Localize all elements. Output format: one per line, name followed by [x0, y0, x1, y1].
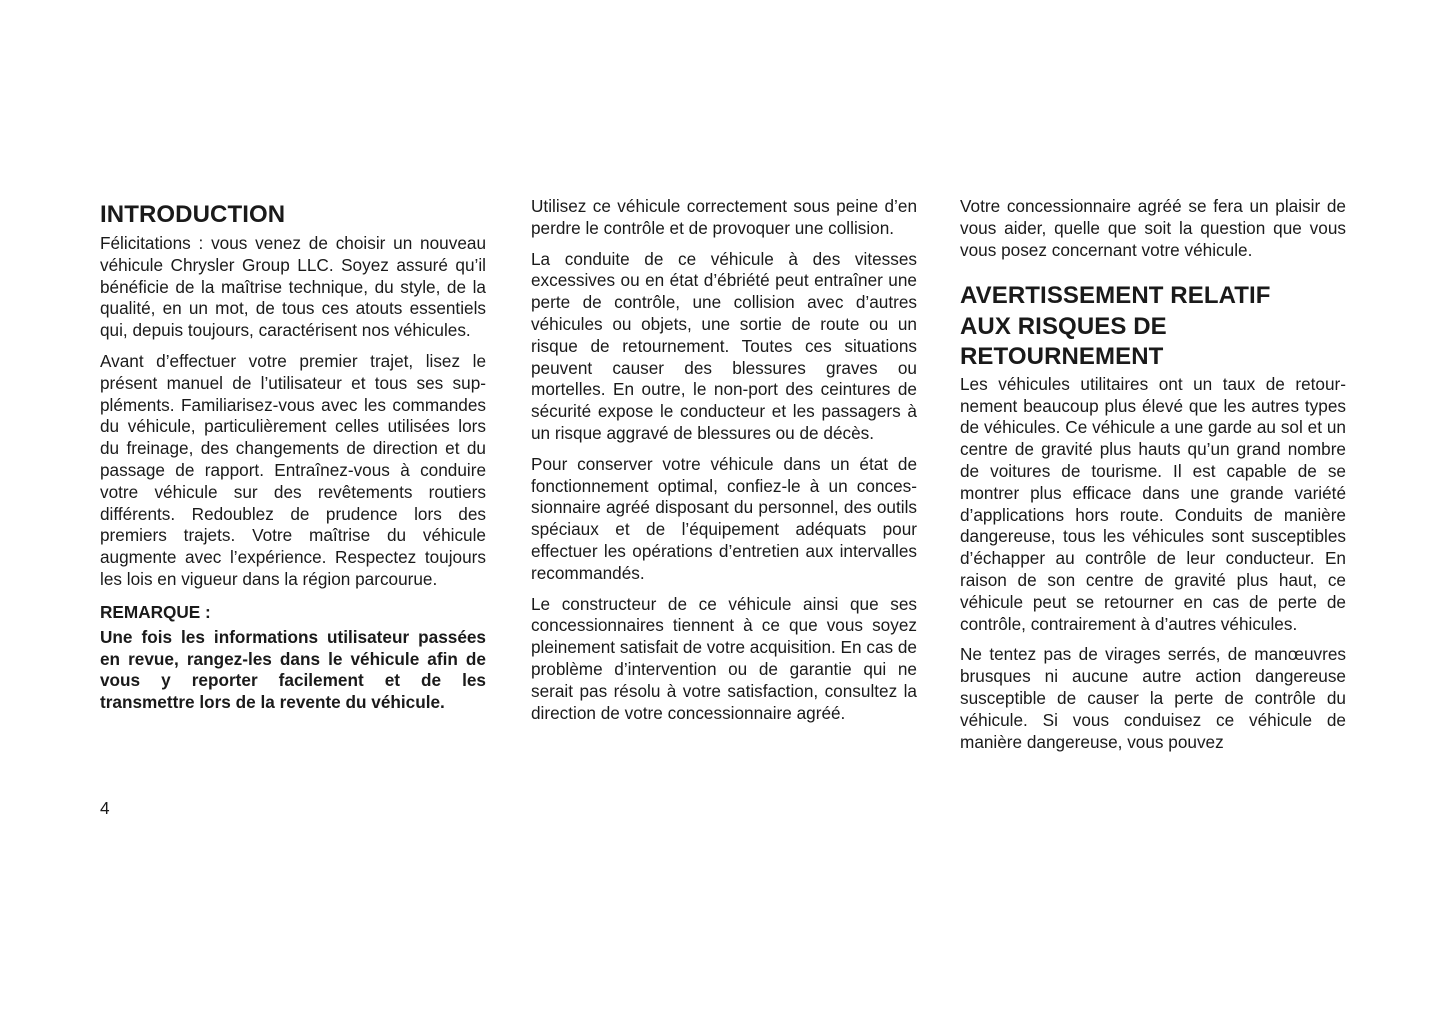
- heading-line: RETOURNEMENT: [960, 343, 1164, 371]
- page-number: 4: [100, 798, 110, 818]
- intro-paragraph-congratulations: Félicitations : vous venez de choisir un nouveau véhicule Chrysler Group LLC. Soyez assuré qu’il bénéficie de la maîtrise technique, du style, de la qualité, en un mot, de tous ces atouts essentiels qui, depuis toujours, caractérisent nos véhicules.: [100, 233, 486, 341]
- paragraph-excessive-speed: La conduite de ce véhicule à des vitesses excessives ou en état d’ébriété peut entraîner une perte de contrôle, une collision avec d’autres véhicules ou objets, une sortie de route ou un risque de retournement. Toutes ces situations peuvent causer des blessures graves ou mortelles. En outre, le non-port des ceintures de sécurité expose le conducteur et les passagers à un risque aggravé de blessures ou de décès.: [531, 248, 917, 443]
- column-rollover: [960, 196, 1346, 762]
- heading-line: AVERTISSEMENT RELATIF: [960, 282, 1271, 310]
- heading-line: AUX RISQUES DE: [960, 312, 1167, 340]
- note-text: Une fois les informations utilisateur passées en revue, rangez-les dans le véhicule afin de vous y reporter facilement et de les transmettre lors de la revente du véhicule.: [100, 626, 486, 713]
- paragraph-sharp-turns: Ne tentez pas de virages serrés, de manœuvres brusques ni aucune autre action dangereuse susceptible de causer la perte de contrôle du véhicule. Si vous conduisez ce véhicule de manière dangereuse, vous pouvez: [960, 644, 1346, 752]
- note-label: REMARQUE :: [100, 601, 211, 622]
- paragraph-maintenance: Pour conserver votre véhicule dans un état de fonctionnement optimal, confiez-le à un concessionnaire agréé disposant du personnel, des outils spéciaux et de l’équipement adéquats pour effectuer les opérations d’entretien aux intervalles recommandés.: [531, 453, 917, 583]
- paragraph-use-correctly: Utilisez ce véhicule correctement sous peine d’en perdre le contrôle et de provoquer une collision.: [531, 196, 917, 238]
- paragraph-utility-vehicles: Les véhicules utilitaires ont un taux de retournement beaucoup plus élevé que les autres types de véhicules. Ce véhicule a une garde au sol et un centre de gravité plus hauts qu’un grand nombre de voitures de tourisme. Il est capable de se montrer plus efficace dans une grande variété d’applications hors route. Conduits de manière dangereuse, tous les véhicules sont susceptibles d’échapper au contrôle de leur conducteur. En raison de son centre de gravité plus haut, ce véhicule peut se retourner en cas de perte de contrôle, contrairement à d’autres véhicules.: [960, 373, 1346, 634]
- paragraph-satisfaction: Le constructeur de ce véhicule ainsi que ses concessionnaires tiennent à ce que vous soyez pleinement satisfait de votre acquisition. En cas de problème d’intervention ou de garantie qui ne serait pas résolu à votre satisfaction, consultez la direction de votre concessionnaire agréé.: [531, 593, 917, 723]
- column-middle: [531, 196, 917, 733]
- section-heading-introduction: INTRODUCTION: [100, 201, 286, 228]
- column-introduction: [100, 196, 486, 723]
- paragraph-dealer-help: Votre concessionnaire agréé se fera un plaisir de vous aider, quelle que soit la question que vous vous posez concernant votre véhicule.: [960, 196, 1346, 260]
- section-heading-rollover: [960, 281, 1346, 373]
- intro-paragraph-first-trip: Avant d’effectuer votre premier trajet, lisez le présent manuel de l’utilisateur et tous ses suppléments. Familiarisez-vous avec les commandes du véhicule, particulièrement celles utilisées lors du freinage, des changements de direction et du passage de rapport. Entraînez-vous à conduire votre véhicule sur des revêtements routiers différents. Redoublez de prudence lors des premiers trajets. Votre maîtrise du véhicule augmente avec l’expérience. Respectez toujours les lois en vigueur dans la région parcourue.: [100, 350, 486, 589]
